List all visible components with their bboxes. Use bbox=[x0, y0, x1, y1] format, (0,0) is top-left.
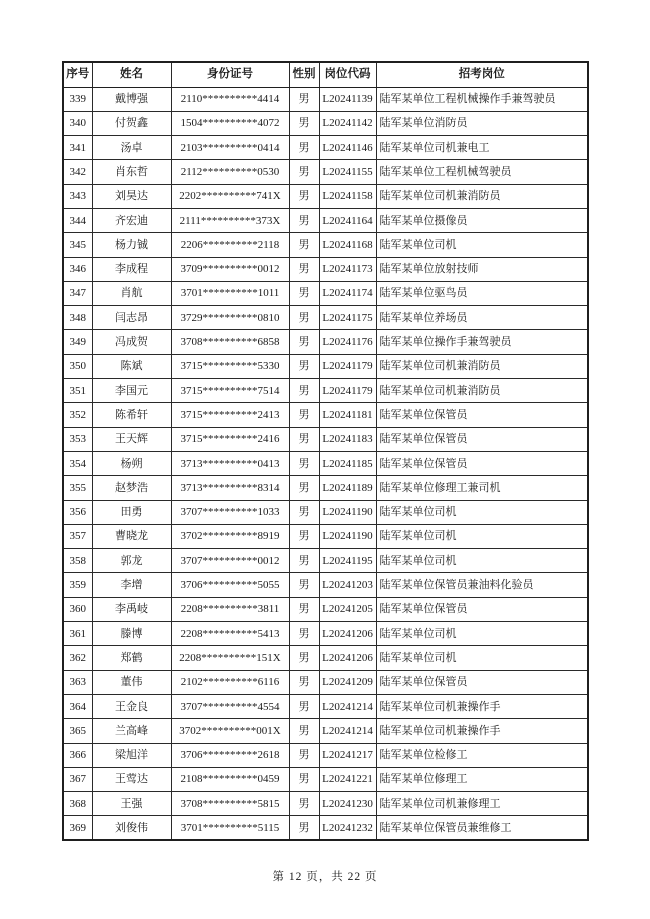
cell-name: 肖东哲 bbox=[92, 160, 171, 184]
cell-index: 361 bbox=[63, 622, 92, 646]
cell-position-code: L20241158 bbox=[319, 184, 376, 208]
cell-gender: 男 bbox=[289, 524, 319, 548]
cell-gender: 男 bbox=[289, 354, 319, 378]
cell-index: 352 bbox=[63, 403, 92, 427]
cell-index: 354 bbox=[63, 451, 92, 475]
cell-position-code: L20241190 bbox=[319, 500, 376, 524]
table-row bbox=[63, 622, 588, 646]
cell-name: 汤卓 bbox=[92, 136, 171, 160]
cell-position-code: L20241185 bbox=[319, 451, 376, 475]
cell-id-number: 3715**********2416 bbox=[171, 427, 289, 451]
cell-gender: 男 bbox=[289, 573, 319, 597]
cell-name: 付贺鑫 bbox=[92, 111, 171, 135]
cell-name: 陈希轩 bbox=[92, 403, 171, 427]
cell-gender: 男 bbox=[289, 330, 319, 354]
cell-id-number: 3707**********4554 bbox=[171, 694, 289, 718]
table-row bbox=[63, 379, 588, 403]
cell-gender: 男 bbox=[289, 719, 319, 743]
cell-name: 曹晓龙 bbox=[92, 524, 171, 548]
cell-gender: 男 bbox=[289, 257, 319, 281]
cell-position-code: L20241203 bbox=[319, 573, 376, 597]
table-row bbox=[63, 281, 588, 305]
cell-position-code: L20241209 bbox=[319, 670, 376, 694]
cell-id-number: 2206**********2118 bbox=[171, 233, 289, 257]
cell-index: 365 bbox=[63, 719, 92, 743]
cell-position-code: L20241179 bbox=[319, 379, 376, 403]
cell-position-code: L20241214 bbox=[319, 719, 376, 743]
table-row bbox=[63, 451, 588, 475]
table-row bbox=[63, 111, 588, 135]
cell-position-code: L20241139 bbox=[319, 87, 376, 111]
cell-id-number: 2102**********6116 bbox=[171, 670, 289, 694]
table-row bbox=[63, 306, 588, 330]
cell-position-code: L20241232 bbox=[319, 816, 376, 840]
cell-id-number: 2208**********3811 bbox=[171, 597, 289, 621]
cell-gender: 男 bbox=[289, 767, 319, 791]
table-row bbox=[63, 549, 588, 573]
cell-position-title: 陆军某单位司机 bbox=[376, 500, 588, 524]
cell-position-title: 陆军某单位工程机械驾驶员 bbox=[376, 160, 588, 184]
cell-index: 363 bbox=[63, 670, 92, 694]
cell-position-code: L20241214 bbox=[319, 694, 376, 718]
cell-position-code: L20241181 bbox=[319, 403, 376, 427]
table-row bbox=[63, 330, 588, 354]
cell-gender: 男 bbox=[289, 816, 319, 840]
cell-name: 王强 bbox=[92, 792, 171, 816]
cell-position-code: L20241190 bbox=[319, 524, 376, 548]
cell-id-number: 2208**********151X bbox=[171, 646, 289, 670]
cell-position-code: L20241195 bbox=[319, 549, 376, 573]
cell-name: 李国元 bbox=[92, 379, 171, 403]
table-header bbox=[63, 62, 588, 87]
cell-position-code: L20241205 bbox=[319, 597, 376, 621]
table-row bbox=[63, 719, 588, 743]
cell-id-number: 3713**********0413 bbox=[171, 451, 289, 475]
cell-position-code: L20241221 bbox=[319, 767, 376, 791]
table-row bbox=[63, 427, 588, 451]
cell-gender: 男 bbox=[289, 184, 319, 208]
table-row bbox=[63, 792, 588, 816]
cell-id-number: 2103**********0414 bbox=[171, 136, 289, 160]
cell-gender: 男 bbox=[289, 208, 319, 232]
cell-index: 360 bbox=[63, 597, 92, 621]
cell-gender: 男 bbox=[289, 597, 319, 621]
cell-name: 兰高峰 bbox=[92, 719, 171, 743]
cell-id-number: 3713**********8314 bbox=[171, 476, 289, 500]
cell-position-title: 陆军某单位司机兼操作手 bbox=[376, 719, 588, 743]
table-row bbox=[63, 208, 588, 232]
cell-index: 367 bbox=[63, 767, 92, 791]
cell-position-code: L20241174 bbox=[319, 281, 376, 305]
cell-name: 赵梦浩 bbox=[92, 476, 171, 500]
cell-gender: 男 bbox=[289, 670, 319, 694]
cell-gender: 男 bbox=[289, 87, 319, 111]
cell-name: 肖航 bbox=[92, 281, 171, 305]
cell-position-code: L20241206 bbox=[319, 622, 376, 646]
cell-position-title: 陆军某单位放射技师 bbox=[376, 257, 588, 281]
cell-name: 王天辉 bbox=[92, 427, 171, 451]
cell-position-title: 陆军某单位修理工兼司机 bbox=[376, 476, 588, 500]
cell-id-number: 1504**********4072 bbox=[171, 111, 289, 135]
cell-position-title: 陆军某单位保管员兼油料化验员 bbox=[376, 573, 588, 597]
cell-gender: 男 bbox=[289, 549, 319, 573]
cell-position-title: 陆军某单位司机 bbox=[376, 549, 588, 573]
cell-index: 355 bbox=[63, 476, 92, 500]
cell-position-title: 陆军某单位修理工 bbox=[376, 767, 588, 791]
table-row bbox=[63, 597, 588, 621]
cell-index: 350 bbox=[63, 354, 92, 378]
cell-position-title: 陆军某单位工程机械操作手兼驾驶员 bbox=[376, 87, 588, 111]
cell-position-title: 陆军某单位驱鸟员 bbox=[376, 281, 588, 305]
cell-index: 340 bbox=[63, 111, 92, 135]
table-row bbox=[63, 670, 588, 694]
cell-position-code: L20241189 bbox=[319, 476, 376, 500]
cell-position-code: L20241155 bbox=[319, 160, 376, 184]
table-row bbox=[63, 816, 588, 840]
cell-position-title: 陆军某单位司机兼修理工 bbox=[376, 792, 588, 816]
cell-position-title: 陆军某单位保管员 bbox=[376, 427, 588, 451]
cell-gender: 男 bbox=[289, 694, 319, 718]
cell-gender: 男 bbox=[289, 306, 319, 330]
cell-position-code: L20241168 bbox=[319, 233, 376, 257]
cell-gender: 男 bbox=[289, 233, 319, 257]
cell-name: 田勇 bbox=[92, 500, 171, 524]
cell-index: 366 bbox=[63, 743, 92, 767]
cell-id-number: 2111**********373X bbox=[171, 208, 289, 232]
cell-gender: 男 bbox=[289, 500, 319, 524]
cell-name: 王金良 bbox=[92, 694, 171, 718]
cell-position-code: L20241176 bbox=[319, 330, 376, 354]
table-row bbox=[63, 160, 588, 184]
cell-id-number: 2110**********4414 bbox=[171, 87, 289, 111]
cell-id-number: 3706**********2618 bbox=[171, 743, 289, 767]
cell-name: 刘俊伟 bbox=[92, 816, 171, 840]
column-header-position-title: 招考岗位 bbox=[376, 62, 588, 87]
cell-index: 343 bbox=[63, 184, 92, 208]
cell-id-number: 3715**********5330 bbox=[171, 354, 289, 378]
cell-gender: 男 bbox=[289, 476, 319, 500]
cell-gender: 男 bbox=[289, 622, 319, 646]
cell-position-code: L20241142 bbox=[319, 111, 376, 135]
cell-name: 郭龙 bbox=[92, 549, 171, 573]
cell-name: 闫志昂 bbox=[92, 306, 171, 330]
cell-position-title: 陆军某单位司机兼操作手 bbox=[376, 694, 588, 718]
cell-id-number: 3715**********7514 bbox=[171, 379, 289, 403]
cell-index: 342 bbox=[63, 160, 92, 184]
cell-index: 351 bbox=[63, 379, 92, 403]
cell-position-code: L20241217 bbox=[319, 743, 376, 767]
table-row bbox=[63, 743, 588, 767]
cell-name: 董伟 bbox=[92, 670, 171, 694]
cell-id-number: 2208**********5413 bbox=[171, 622, 289, 646]
cell-gender: 男 bbox=[289, 427, 319, 451]
cell-name: 戴博强 bbox=[92, 87, 171, 111]
cell-position-title: 陆军某单位司机 bbox=[376, 646, 588, 670]
cell-position-code: L20241206 bbox=[319, 646, 376, 670]
cell-position-title: 陆军某单位消防员 bbox=[376, 111, 588, 135]
cell-position-code: L20241164 bbox=[319, 208, 376, 232]
cell-index: 359 bbox=[63, 573, 92, 597]
cell-position-code: L20241146 bbox=[319, 136, 376, 160]
cell-gender: 男 bbox=[289, 281, 319, 305]
cell-index: 358 bbox=[63, 549, 92, 573]
cell-name: 李成程 bbox=[92, 257, 171, 281]
cell-index: 346 bbox=[63, 257, 92, 281]
column-header-index: 序号 bbox=[63, 62, 92, 87]
table-row bbox=[63, 476, 588, 500]
cell-id-number: 3706**********5055 bbox=[171, 573, 289, 597]
cell-position-title: 陆军某单位司机 bbox=[376, 524, 588, 548]
cell-id-number: 3708**********5815 bbox=[171, 792, 289, 816]
cell-gender: 男 bbox=[289, 379, 319, 403]
cell-position-title: 陆军某单位保管员 bbox=[376, 670, 588, 694]
cell-position-title: 陆军某单位养场员 bbox=[376, 306, 588, 330]
cell-position-title: 陆军某单位司机兼消防员 bbox=[376, 184, 588, 208]
table-row bbox=[63, 646, 588, 670]
cell-id-number: 3708**********6858 bbox=[171, 330, 289, 354]
cell-position-code: L20241183 bbox=[319, 427, 376, 451]
cell-index: 347 bbox=[63, 281, 92, 305]
cell-index: 339 bbox=[63, 87, 92, 111]
cell-id-number: 2108**********0459 bbox=[171, 767, 289, 791]
cell-gender: 男 bbox=[289, 792, 319, 816]
cell-index: 341 bbox=[63, 136, 92, 160]
table-row bbox=[63, 524, 588, 548]
cell-id-number: 3707**********1033 bbox=[171, 500, 289, 524]
table-row bbox=[63, 694, 588, 718]
cell-gender: 男 bbox=[289, 136, 319, 160]
cell-position-title: 陆军某单位保管员 bbox=[376, 403, 588, 427]
cell-position-title: 陆军某单位摄像员 bbox=[376, 208, 588, 232]
cell-position-code: L20241175 bbox=[319, 306, 376, 330]
cell-name: 齐宏迪 bbox=[92, 208, 171, 232]
cell-position-title: 陆军某单位司机 bbox=[376, 233, 588, 257]
cell-id-number: 3701**********5115 bbox=[171, 816, 289, 840]
cell-gender: 男 bbox=[289, 743, 319, 767]
cell-position-code: L20241230 bbox=[319, 792, 376, 816]
cell-name: 刘昊达 bbox=[92, 184, 171, 208]
cell-index: 357 bbox=[63, 524, 92, 548]
cell-index: 345 bbox=[63, 233, 92, 257]
cell-gender: 男 bbox=[289, 451, 319, 475]
cell-id-number: 3729**********0810 bbox=[171, 306, 289, 330]
table-row bbox=[63, 500, 588, 524]
table-row bbox=[63, 136, 588, 160]
table-row bbox=[63, 767, 588, 791]
column-header-position-code: 岗位代码 bbox=[319, 62, 376, 87]
cell-id-number: 3702**********8919 bbox=[171, 524, 289, 548]
column-header-gender: 性别 bbox=[289, 62, 319, 87]
cell-index: 353 bbox=[63, 427, 92, 451]
cell-id-number: 2112**********0530 bbox=[171, 160, 289, 184]
cell-index: 369 bbox=[63, 816, 92, 840]
page-number-footer: 第 12 页，共 22 页 bbox=[272, 871, 378, 883]
cell-name: 杨朔 bbox=[92, 451, 171, 475]
cell-position-title: 陆军某单位司机 bbox=[376, 622, 588, 646]
cell-name: 冯成贺 bbox=[92, 330, 171, 354]
cell-index: 356 bbox=[63, 500, 92, 524]
cell-index: 362 bbox=[63, 646, 92, 670]
table-row bbox=[63, 233, 588, 257]
recruitment-roster-table bbox=[62, 61, 589, 841]
cell-name: 杨力铖 bbox=[92, 233, 171, 257]
cell-id-number: 3702**********001X bbox=[171, 719, 289, 743]
cell-index: 348 bbox=[63, 306, 92, 330]
cell-position-title: 陆军某单位检修工 bbox=[376, 743, 588, 767]
cell-name: 王莺达 bbox=[92, 767, 171, 791]
column-header-id-number: 身份证号 bbox=[171, 62, 289, 87]
cell-id-number: 3715**********2413 bbox=[171, 403, 289, 427]
cell-position-title: 陆军某单位保管员 bbox=[376, 451, 588, 475]
cell-position-title: 陆军某单位司机兼电工 bbox=[376, 136, 588, 160]
cell-gender: 男 bbox=[289, 111, 319, 135]
cell-gender: 男 bbox=[289, 403, 319, 427]
cell-position-title: 陆军某单位司机兼消防员 bbox=[376, 379, 588, 403]
cell-position-title: 陆军某单位保管员 bbox=[376, 597, 588, 621]
table-row bbox=[63, 354, 588, 378]
cell-position-title: 陆军某单位操作手兼驾驶员 bbox=[376, 330, 588, 354]
cell-name: 郑鹤 bbox=[92, 646, 171, 670]
cell-position-title: 陆军某单位保管员兼维修工 bbox=[376, 816, 588, 840]
column-header-name: 姓名 bbox=[92, 62, 171, 87]
cell-id-number: 3701**********1011 bbox=[171, 281, 289, 305]
cell-name: 李增 bbox=[92, 573, 171, 597]
cell-index: 344 bbox=[63, 208, 92, 232]
table-row bbox=[63, 573, 588, 597]
table-row bbox=[63, 184, 588, 208]
cell-gender: 男 bbox=[289, 160, 319, 184]
table-header-row bbox=[63, 62, 588, 87]
table-row bbox=[63, 403, 588, 427]
cell-name: 陈斌 bbox=[92, 354, 171, 378]
cell-index: 349 bbox=[63, 330, 92, 354]
cell-name: 李禹岐 bbox=[92, 597, 171, 621]
cell-gender: 男 bbox=[289, 646, 319, 670]
cell-id-number: 2202**********741X bbox=[171, 184, 289, 208]
cell-index: 368 bbox=[63, 792, 92, 816]
cell-position-code: L20241173 bbox=[319, 257, 376, 281]
cell-id-number: 3707**********0012 bbox=[171, 549, 289, 573]
cell-position-code: L20241179 bbox=[319, 354, 376, 378]
table-body bbox=[63, 87, 588, 840]
cell-name: 滕博 bbox=[92, 622, 171, 646]
cell-id-number: 3709**********0012 bbox=[171, 257, 289, 281]
cell-name: 梁旭洋 bbox=[92, 743, 171, 767]
cell-position-title: 陆军某单位司机兼消防员 bbox=[376, 354, 588, 378]
table-row bbox=[63, 87, 588, 111]
cell-index: 364 bbox=[63, 694, 92, 718]
table-row bbox=[63, 257, 588, 281]
